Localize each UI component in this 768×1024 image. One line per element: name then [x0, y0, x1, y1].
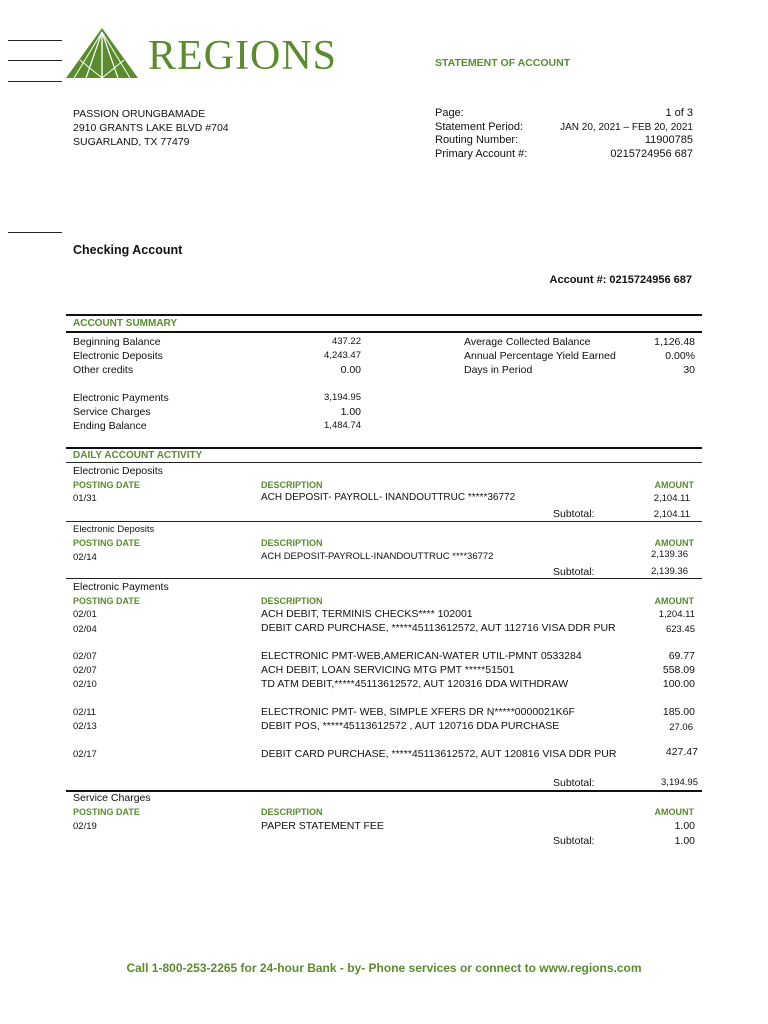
footer-contact: Call 1-800-253-2265 for 24-hour Bank - by- Phone services or connect to www.regions.com: [126, 961, 642, 975]
section-rule: [66, 521, 702, 522]
row-amount: 623.45: [665, 624, 695, 635]
row-amount: 100.00: [662, 678, 695, 690]
row-date: 02/13: [73, 721, 97, 732]
summary-value: 1.00: [340, 406, 361, 418]
margin-rule: [8, 232, 62, 233]
subtotal-label: Subtotal:: [553, 508, 595, 520]
margin-rule: [8, 81, 62, 82]
section-rule: [66, 578, 702, 579]
summary-value: 0.00%: [665, 350, 695, 362]
row-date: 02/11: [73, 707, 97, 718]
customer-address-line1: 2910 GRANTS LAKE BLVD #704: [73, 122, 229, 134]
subtotal-label: Subtotal:: [553, 835, 595, 847]
row-amount: 558.09: [662, 664, 695, 676]
summary-value: 3,194.95: [324, 392, 361, 403]
col-amount: AMOUNT: [654, 480, 694, 490]
row-date: 02/07: [73, 651, 97, 662]
summary-value: 1,126.48: [654, 336, 695, 348]
summary-right-block: [464, 335, 695, 377]
subtotal-value: 2,104.11: [653, 509, 690, 520]
row-date: 02/17: [73, 749, 97, 760]
primary-account-label: Primary Account #:: [435, 147, 528, 160]
col-description: DESCRIPTION: [261, 538, 323, 548]
summary-label: Service Charges: [73, 406, 151, 418]
row-description: ACH DEPOSIT-PAYROLL-INANDOUTTRUC ****36772: [261, 551, 494, 562]
row-description: ACH DEPOSIT- PAYROLL- INANDOUTTRUC *****36772: [261, 492, 516, 503]
statement-title: STATEMENT OF ACCOUNT: [435, 57, 571, 69]
routing-value: 11900785: [644, 134, 693, 146]
col-posting-date: POSTING DATE: [73, 807, 140, 817]
col-posting-date: POSTING DATE: [73, 596, 140, 606]
col-amount: AMOUNT: [654, 538, 694, 548]
row-amount: 27.06: [669, 722, 693, 733]
col-amount: AMOUNT: [654, 596, 694, 606]
section-rule: [66, 790, 702, 792]
summary-label: Electronic Deposits: [73, 350, 163, 362]
section-name: Electronic Payments: [73, 581, 169, 593]
row-description: ELECTRONIC PMT-WEB,AMERICAN-WATER UTIL-PMNT 0533284: [261, 650, 582, 662]
margin-rule: [8, 60, 62, 61]
account-number: Account #: 0215724956 687: [549, 274, 692, 286]
row-description: PAPER STATEMENT FEE: [261, 820, 384, 832]
regions-triangle-icon: [66, 28, 138, 80]
activity-title-rule: [66, 462, 702, 463]
subtotal-label: Subtotal:: [553, 777, 595, 789]
row-description: ACH DEBIT, TERMINIS CHECKS**** 102001: [261, 608, 473, 620]
activity-title: DAILY ACCOUNT ACTIVITY: [73, 450, 203, 461]
subtotal-value: 2,139.36: [651, 566, 688, 577]
row-date: 02/01: [73, 609, 97, 620]
summary-title-rule: [66, 331, 702, 333]
row-description: ELECTRONIC PMT- WEB, SIMPLE XFERS DR N*****0000021K6F: [261, 706, 575, 718]
summary-left-block: [73, 335, 361, 433]
col-posting-date: POSTING DATE: [73, 480, 140, 490]
subtotal-label: Subtotal:: [553, 566, 595, 578]
period-label: Statement Period:: [435, 120, 524, 133]
col-description: DESCRIPTION: [261, 807, 323, 817]
subtotal-value: 3,194.95: [661, 777, 698, 788]
row-amount: 1.00: [674, 820, 695, 832]
col-posting-date: POSTING DATE: [73, 538, 140, 548]
row-date: 02/07: [73, 665, 97, 676]
summary-value: 437.22: [331, 336, 361, 347]
page-label: Page:: [435, 107, 464, 119]
summary-label: Beginning Balance: [73, 336, 161, 348]
row-date: 02/19: [73, 821, 97, 832]
account-type-heading: Checking Account: [73, 243, 183, 257]
row-amount: 427.47: [665, 746, 698, 758]
col-amount: AMOUNT: [654, 807, 694, 817]
section-name: Electronic Deposits: [73, 524, 155, 535]
summary-label: Annual Percentage Yield Earned: [464, 350, 616, 362]
row-date: 01/31: [73, 493, 97, 504]
row-date: 02/04: [73, 624, 97, 635]
row-amount: 69.77: [668, 650, 695, 662]
page-value: 1 of 3: [665, 107, 693, 119]
customer-address-line2: SUGARLAND, TX 77479: [73, 136, 190, 148]
summary-label: Other credits: [73, 364, 134, 376]
col-description: DESCRIPTION: [261, 596, 323, 606]
col-description: DESCRIPTION: [261, 480, 323, 490]
row-date: 02/14: [73, 552, 97, 563]
summary-top-rule: [66, 314, 702, 316]
row-description: ACH DEBIT, LOAN SERVICING MTG PMT *****51501: [261, 664, 515, 676]
row-amount: 2,104.11: [653, 493, 690, 504]
row-date: 02/10: [73, 679, 97, 690]
statement-info: [435, 107, 693, 161]
summary-label: Average Collected Balance: [464, 336, 591, 348]
section-name: Electronic Deposits: [73, 465, 163, 477]
row-description: DEBIT POS, *****45113612572 , AUT 120716 DDA PURCHASE: [261, 720, 560, 732]
activity-top-rule: [66, 447, 702, 449]
row-description: DEBIT CARD PURCHASE, *****45113612572, AUT 120816 VISA DDR PUR: [261, 748, 617, 760]
row-description: TD ATM DEBIT,*****45113612572, AUT 120316 DDA WITHDRAW: [261, 678, 569, 690]
summary-value: 30: [683, 364, 695, 376]
summary-value: 0.00: [340, 364, 361, 376]
routing-label: Routing Number:: [435, 134, 519, 146]
row-amount: 185.00: [662, 706, 695, 718]
summary-label: Electronic Payments: [73, 392, 169, 404]
summary-value: 1,484.74: [324, 420, 361, 431]
summary-label: Ending Balance: [73, 420, 147, 432]
row-amount: 1,204.11: [658, 609, 695, 620]
account-summary-title: ACCOUNT SUMMARY: [73, 318, 178, 329]
margin-rule: [8, 40, 62, 41]
primary-account-value: 0215724956 687: [610, 147, 693, 160]
section-name: Service Charges: [73, 792, 151, 804]
period-value: JAN 20, 2021 – FEB 20, 2021: [560, 121, 693, 133]
summary-label: Days in Period: [464, 364, 533, 376]
summary-value: 4,243.47: [324, 350, 361, 361]
row-description: DEBIT CARD PURCHASE, *****45113612572, AUT 112716 VISA DDR PUR: [261, 622, 616, 634]
regions-logo: [66, 26, 366, 82]
subtotal-value: 1.00: [674, 835, 695, 847]
row-amount: 2,139.36: [651, 549, 688, 560]
regions-wordmark: REGIONS: [148, 33, 338, 79]
customer-name: PASSION ORUNGBAMADE: [73, 108, 206, 120]
